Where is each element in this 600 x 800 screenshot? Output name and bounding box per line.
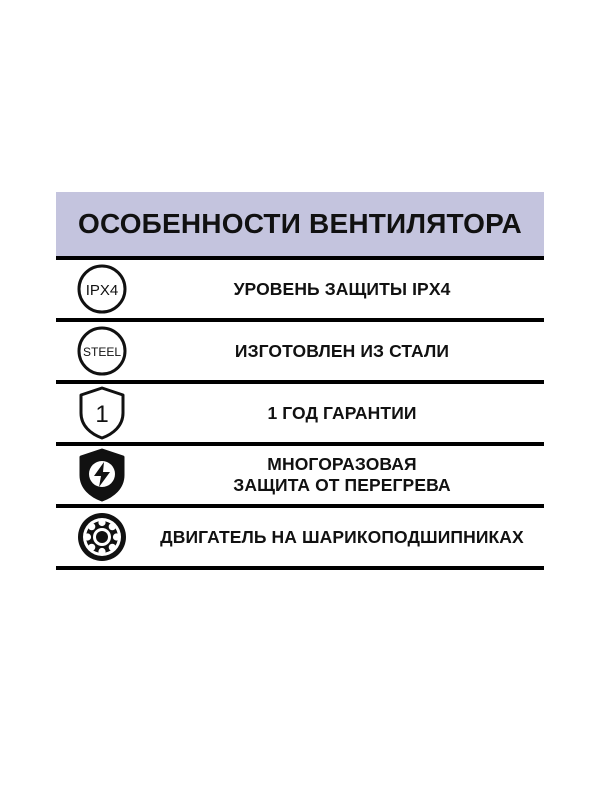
svg-text:1: 1 bbox=[95, 401, 109, 428]
feature-label-text: МНОГОРАЗОВАЯ bbox=[267, 454, 417, 475]
page-title: ОСОБЕННОСТИ ВЕНТИЛЯТОРА bbox=[78, 208, 522, 239]
feature-row bbox=[56, 260, 544, 322]
panel-header bbox=[56, 192, 544, 260]
feature-label-text: УРОВЕНЬ ЗАЩИТЫ IPX4 bbox=[233, 278, 451, 299]
feature-label bbox=[148, 454, 544, 495]
feature-row bbox=[56, 508, 544, 570]
feature-label bbox=[148, 403, 544, 424]
svg-text:STEEL: STEEL bbox=[82, 345, 122, 359]
feature-row bbox=[56, 384, 544, 446]
feature-label-text-secondary: ЗАЩИТА ОТ ПЕРЕГРЕВА bbox=[233, 475, 451, 495]
feature-label-text: ДВИГАТЕЛЬ НА ШАРИКОПОДШИПНИКАХ bbox=[160, 526, 524, 547]
feature-label-text: ИЗГОТОВЛЕН ИЗ СТАЛИ bbox=[234, 340, 450, 361]
feature-label bbox=[148, 341, 544, 362]
feature-row bbox=[56, 322, 544, 384]
feature-row bbox=[56, 446, 544, 508]
svg-text:IPX4: IPX4 bbox=[85, 282, 119, 299]
ipx4-circle-icon bbox=[56, 262, 148, 316]
features-panel bbox=[56, 192, 544, 570]
overheat-protection-shield-icon bbox=[56, 446, 148, 504]
feature-label bbox=[148, 527, 544, 548]
feature-label-text: 1 ГОД ГАРАНТИИ bbox=[267, 402, 417, 423]
ball-bearing-icon bbox=[56, 509, 148, 565]
warranty-shield-icon bbox=[56, 384, 148, 442]
steel-circle-icon bbox=[56, 324, 148, 378]
feature-label bbox=[148, 279, 544, 300]
